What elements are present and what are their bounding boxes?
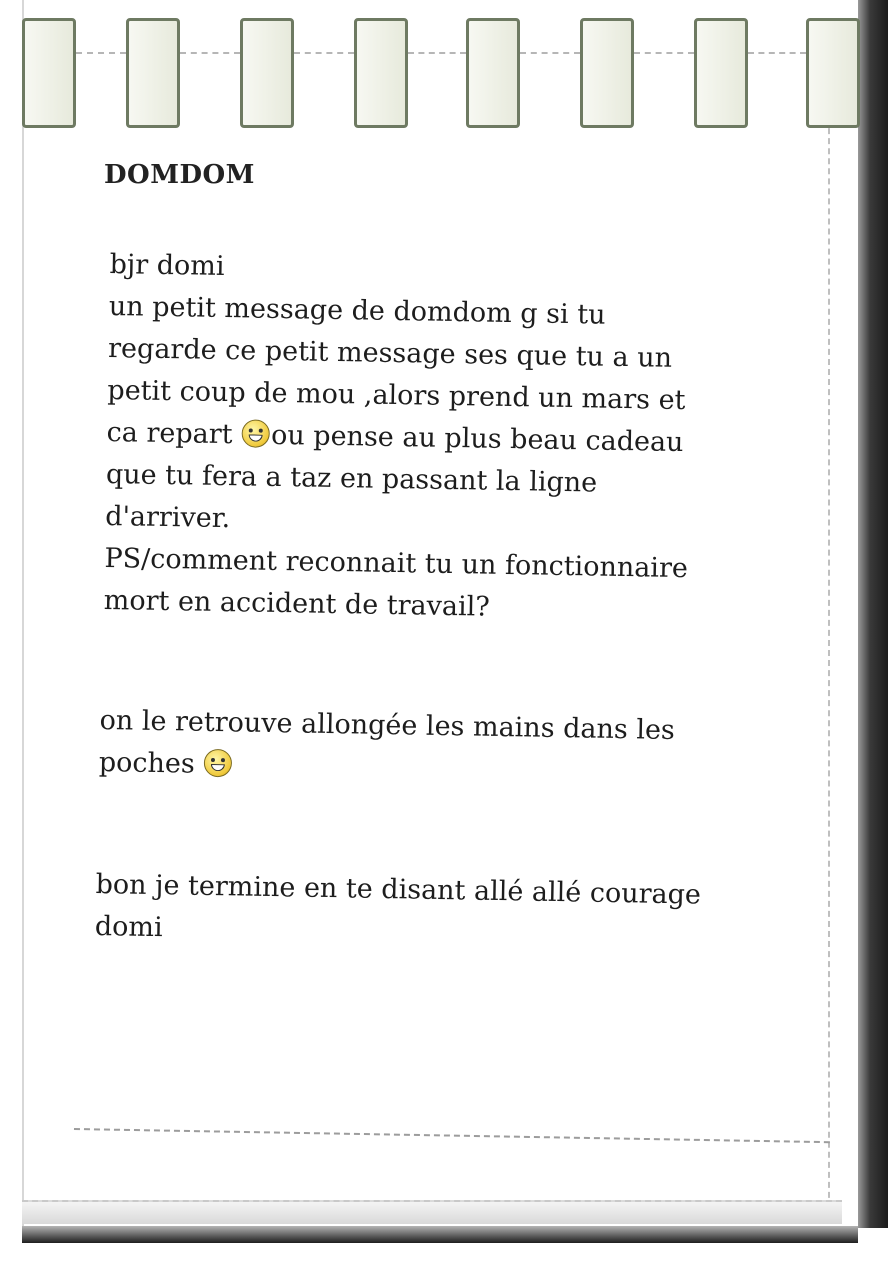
binding-ring: [466, 18, 520, 128]
binding-gap: [634, 52, 694, 56]
text-line: bjr domi: [109, 248, 225, 283]
text-line: mort en accident de travail?: [103, 584, 491, 623]
binding-gap: [520, 52, 580, 56]
binding-gap: [408, 52, 466, 56]
binding-gap: [76, 52, 126, 56]
smiley-icon: [242, 419, 270, 447]
text-fragment: ca repart: [106, 416, 242, 451]
binding-gap: [748, 52, 806, 56]
text-line: PS/comment reconnait tu un fonctionnaire: [104, 542, 689, 585]
text-line: on le retrouve allongée les mains dans les: [99, 704, 676, 747]
binding-gap: [294, 52, 354, 56]
smiley-icon: [204, 749, 232, 777]
text-line: domi: [94, 910, 163, 944]
text-fragment: ou pense au plus beau cadeau: [270, 419, 684, 459]
closing-paragraph: [95, 864, 702, 959]
text-line: regarde ce petit message ses que tu a un: [107, 332, 673, 374]
message-paragraph: [103, 244, 693, 632]
binding-ring: [354, 18, 408, 128]
binding-ring: [806, 18, 860, 128]
text-line: un petit message de domdom g si tu: [108, 290, 606, 331]
binding-ring: [240, 18, 294, 128]
binding-ring: [22, 18, 76, 128]
text-line: petit coup de mou ,alors prend un mars et: [107, 374, 686, 417]
binding-ring: [580, 18, 634, 128]
text-fragment: poches: [98, 746, 204, 780]
text-line: que tu fera a taz en passant la ligne: [105, 458, 598, 499]
binding-gap: [180, 52, 240, 56]
punchline-paragraph: [99, 700, 676, 794]
binding-ring: [126, 18, 180, 128]
text-line: d'arriver.: [104, 500, 231, 535]
binding-ring: [694, 18, 748, 128]
page-dashed-border: [828, 88, 830, 1218]
text-line: bon je termine en te disant allé allé courage: [95, 868, 702, 911]
page-title: DOMDOM: [104, 160, 255, 190]
page-bottom-shadow: [22, 1225, 858, 1243]
spiral-binding: [22, 0, 858, 140]
page-bottom-fold: [22, 1200, 842, 1224]
scan-edge-right: [858, 0, 888, 1266]
